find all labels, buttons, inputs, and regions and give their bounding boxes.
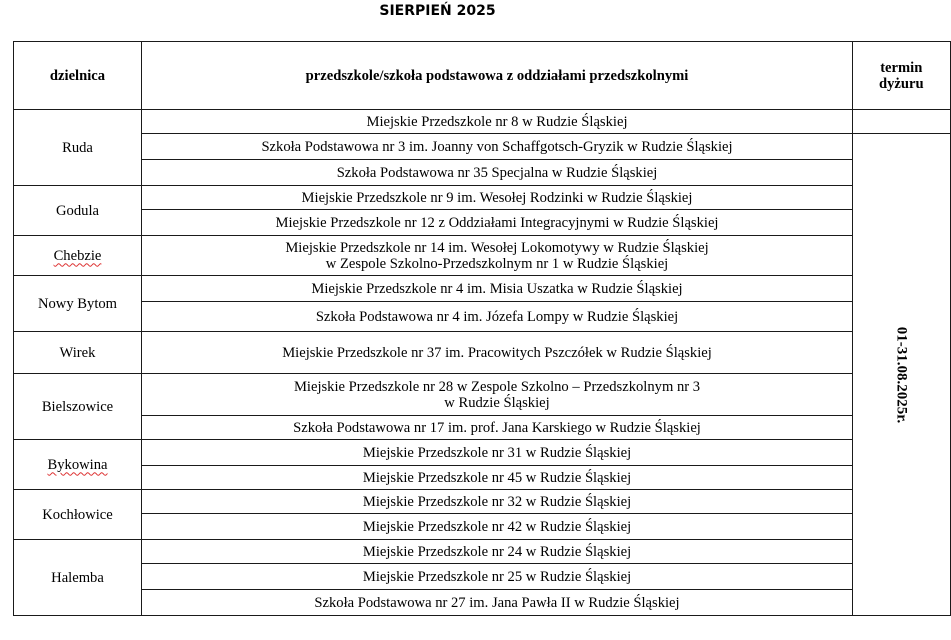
school-name: Szkoła Podstawowa nr 4 im. Józefa Lompy w Rudzie Śląskiej <box>315 308 679 325</box>
district-cell <box>14 374 142 440</box>
table-row <box>14 514 951 540</box>
district-cell <box>14 332 142 374</box>
school-name: Szkoła Podstawowa nr 35 Specjalna w Rudzie Śląskiej <box>336 164 658 181</box>
school-cell <box>142 490 853 514</box>
district-name: Halemba <box>51 569 104 586</box>
table-row <box>14 134 951 160</box>
district-name: Bielszowice <box>41 398 114 415</box>
district-name: Chebzie <box>53 247 102 264</box>
table-body <box>14 110 951 616</box>
header-district: dzielnica <box>14 42 142 110</box>
table-row <box>14 490 951 514</box>
table-row <box>14 440 951 466</box>
school-name: Miejskie Przedszkole nr 28 w Zespole Szkolno – Przedszkolnym nr 3 w Rudzie Śląskiej <box>293 378 701 411</box>
school-name: Miejskie Przedszkole nr 14 im. Wesołej Lokomotywy w Rudzie Śląskiej w Zespole Szkolno-Przedszkolnym nr 1 w Rudzie Śląskiej <box>285 239 709 272</box>
district-cell <box>14 490 142 540</box>
table-row <box>14 466 951 490</box>
school-cell <box>142 110 853 134</box>
table-row <box>14 590 951 616</box>
school-cell <box>142 236 853 276</box>
school-cell <box>142 440 853 466</box>
school-cell <box>142 134 853 160</box>
school-cell <box>142 332 853 374</box>
district-cell <box>14 440 142 490</box>
district-cell <box>14 110 142 186</box>
school-cell <box>142 466 853 490</box>
district-name: Wirek <box>59 344 96 361</box>
school-name: Miejskie Przedszkole nr 32 w Rudzie Śląskiej <box>362 493 632 510</box>
table-row <box>14 276 951 302</box>
school-name: Miejskie Przedszkole nr 37 im. Pracowitych Pszczółek w Rudzie Śląskiej <box>282 344 712 361</box>
header-school: przedszkole/szkoła podstawowa z oddziałami przedszkolnymi <box>142 42 853 110</box>
school-name: Miejskie Przedszkole nr 42 w Rudzie Śląskiej <box>362 518 632 535</box>
school-cell <box>142 540 853 564</box>
school-cell <box>142 210 853 236</box>
header-term <box>853 42 951 110</box>
district-name: Ruda <box>62 139 93 156</box>
duty-table <box>13 41 951 616</box>
header-row <box>14 42 951 110</box>
table-row <box>14 186 951 210</box>
district-cell <box>14 276 142 332</box>
school-name: Szkoła Podstawowa nr 27 im. Jana Pawła II w Rudzie Śląskiej <box>314 594 680 611</box>
school-cell <box>142 564 853 590</box>
school-cell <box>142 302 853 332</box>
district-name: Kochłowice <box>42 506 113 523</box>
term-empty-cell <box>853 110 951 134</box>
table-row <box>14 332 951 374</box>
school-name: Miejskie Przedszkole nr 31 w Rudzie Śląskiej <box>362 444 632 461</box>
table-row <box>14 236 951 276</box>
page-title: SIERPIEŃ 2025 <box>379 3 496 19</box>
table-row <box>14 110 951 134</box>
school-cell <box>142 160 853 186</box>
school-name: Miejskie Przedszkole nr 9 im. Wesołej Rodzinki w Rudzie Śląskiej <box>301 189 693 206</box>
district-cell <box>14 236 142 276</box>
school-cell <box>142 416 853 440</box>
table-row <box>14 374 951 416</box>
table-row <box>14 160 951 186</box>
table-row <box>14 564 951 590</box>
school-cell <box>142 590 853 616</box>
school-cell <box>142 186 853 210</box>
table-row <box>14 540 951 564</box>
term-value: 01-31.08.2025r. <box>893 326 910 423</box>
table-row <box>14 416 951 440</box>
school-name: Miejskie Przedszkole nr 25 w Rudzie Śląskiej <box>362 568 632 585</box>
school-cell <box>142 276 853 302</box>
district-cell <box>14 540 142 616</box>
school-cell <box>142 514 853 540</box>
school-cell <box>142 374 853 416</box>
header-term-line2: dyżuru <box>878 75 924 92</box>
school-name: Szkoła Podstawowa nr 3 im. Joanny von Schaffgotsch-Gryzik w Rudzie Śląskiej <box>261 138 733 155</box>
table-row <box>14 302 951 332</box>
district-name: Nowy Bytom <box>37 295 118 312</box>
header-term-line1: termin <box>880 59 923 76</box>
district-name: Godula <box>56 202 99 219</box>
school-name: Miejskie Przedszkole nr 24 w Rudzie Śląskiej <box>362 543 632 560</box>
district-cell <box>14 186 142 236</box>
school-name: Miejskie Przedszkole nr 8 w Rudzie Śląskiej <box>366 113 628 130</box>
school-name: Szkoła Podstawowa nr 17 im. prof. Jana Karskiego w Rudzie Śląskiej <box>293 419 701 436</box>
district-name: Bykowina <box>47 456 108 473</box>
school-name: Miejskie Przedszkole nr 4 im. Misia Uszatka w Rudzie Śląskiej <box>311 280 683 297</box>
term-cell <box>853 134 951 616</box>
school-name: Miejskie Przedszkole nr 45 w Rudzie Śląskiej <box>362 469 632 486</box>
table-row <box>14 210 951 236</box>
school-name: Miejskie Przedszkole nr 12 z Oddziałami Integracyjnymi w Rudzie Śląskiej <box>275 214 719 231</box>
